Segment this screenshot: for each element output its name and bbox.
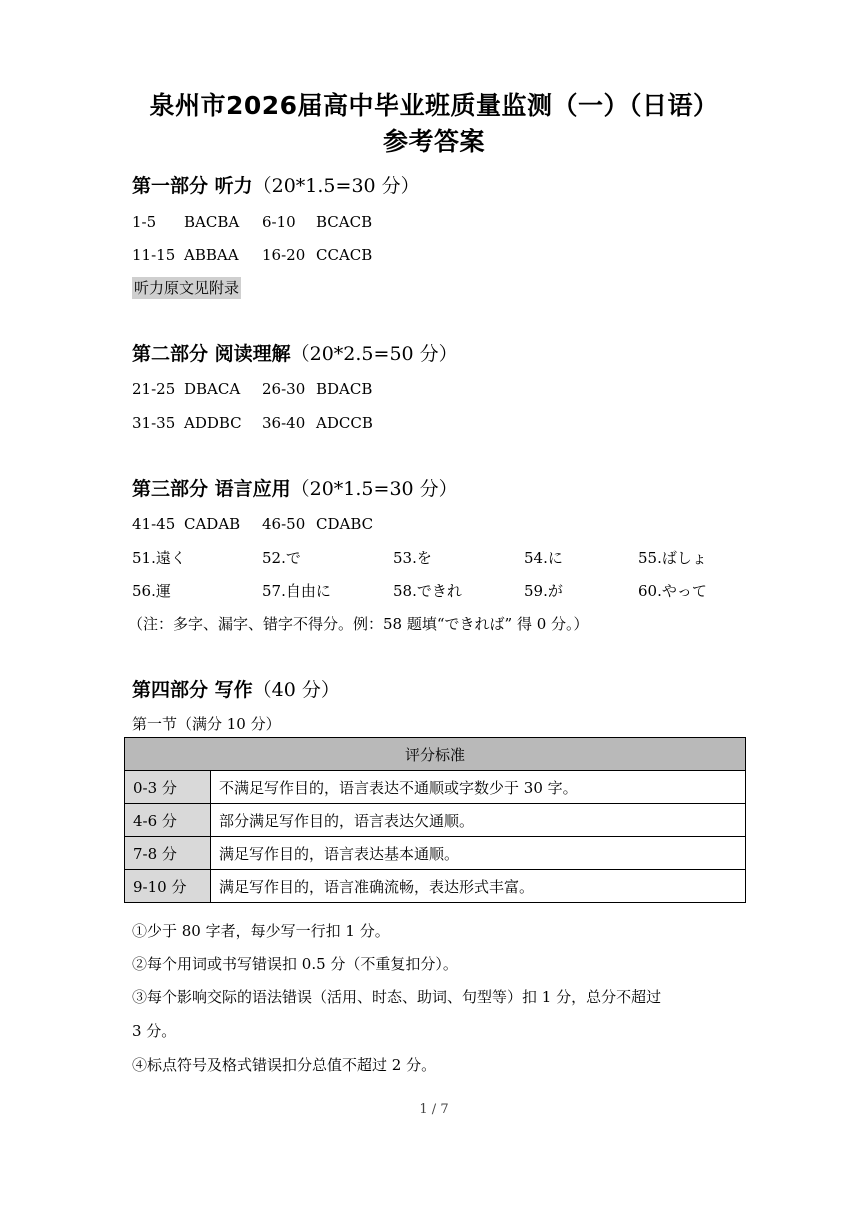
fill-answer: 53.を bbox=[393, 549, 432, 567]
answer-key: ADDBC bbox=[184, 414, 242, 432]
score-range-cell: 9-10 分 bbox=[125, 870, 211, 903]
answer-row bbox=[132, 244, 372, 266]
score-range-cell: 4-6 分 bbox=[125, 804, 211, 837]
answer-row bbox=[132, 378, 372, 400]
fill-answer: 52.で bbox=[262, 549, 301, 567]
table-row bbox=[125, 771, 746, 804]
table-row bbox=[125, 837, 746, 870]
section-heading-text: 第四部分 写作 bbox=[132, 679, 253, 701]
answer-key: BCACB bbox=[316, 213, 373, 231]
section-heading-text: 第三部分 语言应用 bbox=[132, 478, 291, 500]
criteria-cell: 满足写作目的，语言准确流畅，表达形式丰富。 bbox=[211, 870, 746, 903]
deduction-rule: ③每个影响交际的语法错误（活用、时态、助词、句型等）扣 1 分，总分不超过 bbox=[132, 988, 662, 1006]
rubric-table bbox=[124, 737, 746, 903]
table-header: 评分标准 bbox=[125, 738, 746, 771]
criteria-cell: 不满足写作目的，语言表达不通顺或字数少于 30 字。 bbox=[211, 771, 746, 804]
score-range-cell: 0-3 分 bbox=[125, 771, 211, 804]
page-number: 1 / 7 bbox=[419, 1102, 449, 1117]
fill-answer: 55.ばしょ bbox=[638, 549, 707, 567]
answer-key: CADAB bbox=[184, 515, 241, 533]
section-heading-text: 第一部分 听力 bbox=[132, 175, 253, 197]
section-heading-reading bbox=[132, 341, 458, 367]
answer-range: 1-5 bbox=[132, 213, 157, 231]
answer-row bbox=[132, 211, 372, 233]
fill-answer: 60.やって bbox=[638, 582, 707, 600]
section-heading-writing bbox=[132, 677, 340, 703]
answer-range: 11-15 bbox=[132, 246, 176, 264]
scoring-note: （注：多字、漏字、错字不得分。例：58 题填“できれば” 得 0 分。） bbox=[128, 615, 589, 633]
answer-range: 6-10 bbox=[262, 213, 296, 231]
deduction-rule: ④标点符号及格式错误扣分总值不超过 2 分。 bbox=[132, 1056, 437, 1074]
answer-key: BACBA bbox=[184, 213, 240, 231]
section-heading-language-use bbox=[132, 476, 458, 502]
section-score: （20*1.5=30 分） bbox=[252, 175, 420, 197]
answer-range: 46-50 bbox=[262, 515, 306, 533]
section-heading-text: 第二部分 阅读理解 bbox=[132, 343, 291, 365]
document-subtitle: 参考答案 bbox=[382, 127, 485, 156]
fill-answer: 54.に bbox=[524, 549, 563, 567]
deduction-rule: ②每个用词或书写错误扣 0.5 分（不重复扣分）。 bbox=[132, 955, 458, 973]
section-heading-listening bbox=[132, 173, 420, 199]
section-score: （20*1.5=30 分） bbox=[290, 478, 458, 500]
table-header-row bbox=[125, 738, 746, 771]
answer-row bbox=[132, 412, 373, 434]
section-score: （40 分） bbox=[252, 679, 340, 701]
score-range-cell: 7-8 分 bbox=[125, 837, 211, 870]
answer-range: 16-20 bbox=[262, 246, 306, 264]
fill-answer: 57.自由に bbox=[262, 582, 331, 600]
answer-key: ADCCB bbox=[316, 414, 373, 432]
answer-range: 36-40 bbox=[262, 414, 306, 432]
table-row bbox=[125, 804, 746, 837]
answer-row bbox=[132, 513, 373, 535]
fill-answer: 58.できれ bbox=[393, 582, 462, 600]
answer-range: 21-25 bbox=[132, 380, 176, 398]
deduction-rule-continued: 3 分。 bbox=[132, 1022, 177, 1040]
appendix-note bbox=[132, 277, 241, 299]
subsection-title: 第一节（满分 10 分） bbox=[132, 715, 281, 733]
fill-answer: 56.運 bbox=[132, 582, 171, 600]
highlighted-note: 听力原文见附录 bbox=[134, 279, 240, 297]
answer-range: 41-45 bbox=[132, 515, 176, 533]
table-row bbox=[125, 870, 746, 903]
fill-answer: 59.が bbox=[524, 582, 563, 600]
criteria-cell: 部分满足写作目的，语言表达欠通顺。 bbox=[211, 804, 746, 837]
answer-key: ABBAA bbox=[184, 246, 239, 264]
answer-key: DBACA bbox=[184, 380, 241, 398]
answer-key: CDABC bbox=[316, 515, 374, 533]
answer-range: 31-35 bbox=[132, 414, 176, 432]
criteria-cell: 满足写作目的，语言表达基本通顺。 bbox=[211, 837, 746, 870]
section-score: （20*2.5=50 分） bbox=[290, 343, 458, 365]
deduction-rule: ①少于 80 字者，每少写一行扣 1 分。 bbox=[132, 922, 390, 940]
fill-answer: 51.遠く bbox=[132, 549, 186, 567]
answer-key: BDACB bbox=[316, 380, 373, 398]
document-title: 泉州市2026届高中毕业班质量监测（一）（日语） bbox=[149, 91, 719, 120]
answer-range: 26-30 bbox=[262, 380, 306, 398]
answer-key: CCACB bbox=[316, 246, 373, 264]
